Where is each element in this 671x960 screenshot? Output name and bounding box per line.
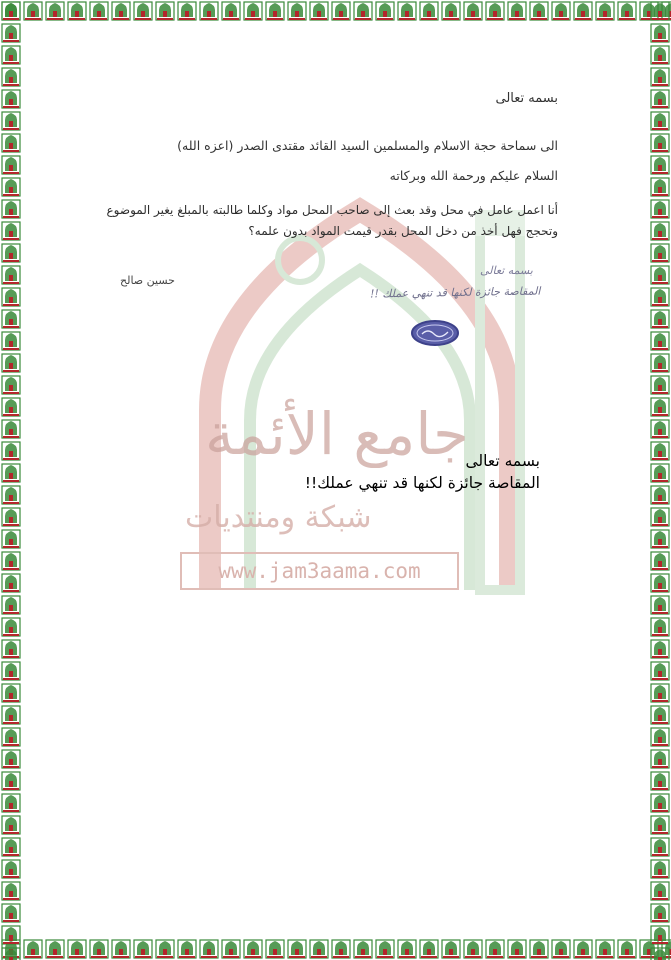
border-ornament-icon: [649, 396, 671, 418]
border-ornament-icon: [352, 938, 374, 960]
decorative-border-top: [0, 0, 671, 22]
border-ornament-icon: [22, 938, 44, 960]
border-ornament-icon: [0, 264, 22, 286]
border-ornament-icon: [198, 0, 220, 22]
border-ornament-icon: [649, 770, 671, 792]
border-ornament-icon: [286, 0, 308, 22]
border-ornament-icon: [649, 22, 671, 44]
border-ornament-icon: [649, 550, 671, 572]
border-ornament-icon: [649, 660, 671, 682]
border-ornament-icon: [88, 938, 110, 960]
border-ornament-icon: [88, 0, 110, 22]
watermark-url: www.jam3aama.com: [180, 552, 459, 590]
border-ornament-icon: [649, 924, 671, 946]
decorative-border-left: [0, 0, 22, 960]
handwritten-reply: المقاصة جائزة لكنها قد تنهي عملك !!: [369, 284, 541, 301]
border-ornament-icon: [649, 638, 671, 660]
border-ornament-icon: [649, 418, 671, 440]
border-ornament-icon: [0, 792, 22, 814]
border-ornament-icon: [649, 0, 671, 22]
border-ornament-icon: [462, 938, 484, 960]
border-ornament-icon: [0, 726, 22, 748]
answer-text: المقاصة جائزة لكنها قد تنهي عملك!!: [304, 474, 540, 492]
border-ornament-icon: [0, 506, 22, 528]
border-ornament-icon: [649, 528, 671, 550]
border-ornament-icon: [418, 938, 440, 960]
watermark-subtitle: شبكة ومنتديات: [185, 500, 372, 535]
border-ornament-icon: [0, 440, 22, 462]
border-ornament-icon: [0, 924, 22, 946]
official-seal-icon: [410, 318, 460, 348]
border-ornament-icon: [110, 938, 132, 960]
border-ornament-icon: [0, 836, 22, 858]
border-ornament-icon: [176, 0, 198, 22]
letter-basmala: بسمه تعالى: [495, 91, 558, 106]
border-ornament-icon: [0, 902, 22, 924]
border-ornament-icon: [198, 938, 220, 960]
border-ornament-icon: [0, 748, 22, 770]
border-ornament-icon: [0, 132, 22, 154]
border-ornament-icon: [484, 0, 506, 22]
border-ornament-icon: [0, 682, 22, 704]
border-ornament-icon: [649, 462, 671, 484]
border-ornament-icon: [374, 938, 396, 960]
border-ornament-icon: [594, 0, 616, 22]
border-ornament-icon: [649, 792, 671, 814]
border-ornament-icon: [154, 0, 176, 22]
border-ornament-icon: [220, 0, 242, 22]
border-ornament-icon: [0, 704, 22, 726]
border-ornament-icon: [649, 506, 671, 528]
border-ornament-icon: [308, 0, 330, 22]
border-ornament-icon: [0, 594, 22, 616]
border-ornament-icon: [649, 66, 671, 88]
border-ornament-icon: [649, 176, 671, 198]
border-ornament-icon: [616, 938, 638, 960]
border-ornament-icon: [649, 440, 671, 462]
border-ornament-icon: [649, 682, 671, 704]
border-ornament-icon: [242, 0, 264, 22]
border-ornament-icon: [0, 858, 22, 880]
border-ornament-icon: [0, 330, 22, 352]
border-ornament-icon: [506, 938, 528, 960]
letter-body: أنا اعمل عامل في محل وقد بعث إلى صاحب المحل مواد وكلما طالبته بالمبلغ يغير الموضوع وتحجج فهل أخذ من دخل المحل بقدر قيمت المواد بدون علمه؟: [106, 203, 558, 238]
border-ornament-icon: [66, 0, 88, 22]
answer-basmala: بسمه تعالى: [465, 452, 540, 470]
border-ornament-icon: [0, 0, 22, 22]
border-ornament-icon: [330, 0, 352, 22]
border-ornament-icon: [0, 374, 22, 396]
border-ornament-icon: [0, 286, 22, 308]
border-ornament-icon: [0, 418, 22, 440]
letter-address: الى سماحة حجة الاسلام والمسلمين السيد القائد مقتدى الصدر (اعزه الله): [177, 138, 558, 153]
border-ornament-icon: [649, 220, 671, 242]
border-ornament-icon: [440, 938, 462, 960]
border-ornament-icon: [352, 0, 374, 22]
border-ornament-icon: [330, 938, 352, 960]
border-ornament-icon: [0, 308, 22, 330]
border-ornament-icon: [572, 938, 594, 960]
border-ornament-icon: [0, 66, 22, 88]
border-ornament-icon: [396, 0, 418, 22]
border-ornament-icon: [649, 814, 671, 836]
border-ornament-icon: [418, 0, 440, 22]
border-ornament-icon: [0, 44, 22, 66]
border-ornament-icon: [264, 938, 286, 960]
letter-greeting: السلام عليكم ورحمة الله وبركاته: [389, 168, 558, 183]
border-ornament-icon: [132, 0, 154, 22]
border-ornament-icon: [616, 0, 638, 22]
border-ornament-icon: [0, 814, 22, 836]
border-ornament-icon: [0, 352, 22, 374]
border-ornament-icon: [154, 938, 176, 960]
border-ornament-icon: [22, 0, 44, 22]
border-ornament-icon: [0, 528, 22, 550]
border-ornament-icon: [0, 638, 22, 660]
border-ornament-icon: [220, 938, 242, 960]
border-ornament-icon: [649, 308, 671, 330]
border-ornament-icon: [506, 0, 528, 22]
letter-signature: حسين صالح: [120, 274, 175, 287]
border-ornament-icon: [0, 198, 22, 220]
border-ornament-icon: [132, 938, 154, 960]
border-ornament-icon: [649, 836, 671, 858]
border-ornament-icon: [44, 0, 66, 22]
border-ornament-icon: [649, 154, 671, 176]
border-ornament-icon: [649, 572, 671, 594]
border-ornament-icon: [0, 770, 22, 792]
border-ornament-icon: [0, 946, 22, 960]
border-ornament-icon: [0, 396, 22, 418]
border-ornament-icon: [0, 88, 22, 110]
border-ornament-icon: [594, 938, 616, 960]
border-ornament-icon: [0, 220, 22, 242]
border-ornament-icon: [286, 938, 308, 960]
border-ornament-icon: [440, 0, 462, 22]
border-ornament-icon: [308, 938, 330, 960]
border-ornament-icon: [0, 484, 22, 506]
border-ornament-icon: [649, 946, 671, 960]
decorative-border-right: [649, 0, 671, 960]
border-ornament-icon: [0, 660, 22, 682]
border-ornament-icon: [0, 572, 22, 594]
border-ornament-icon: [649, 704, 671, 726]
border-ornament-icon: [462, 0, 484, 22]
border-ornament-icon: [550, 938, 572, 960]
border-ornament-icon: [484, 938, 506, 960]
border-ornament-icon: [649, 110, 671, 132]
border-ornament-icon: [0, 880, 22, 902]
border-ornament-icon: [528, 938, 550, 960]
border-ornament-icon: [649, 748, 671, 770]
border-ornament-icon: [396, 938, 418, 960]
border-ornament-icon: [649, 594, 671, 616]
border-ornament-icon: [0, 242, 22, 264]
border-ornament-icon: [649, 352, 671, 374]
border-ornament-icon: [649, 858, 671, 880]
border-ornament-icon: [649, 44, 671, 66]
border-ornament-icon: [550, 0, 572, 22]
border-ornament-icon: [649, 616, 671, 638]
border-ornament-icon: [528, 0, 550, 22]
border-ornament-icon: [0, 616, 22, 638]
border-ornament-icon: [649, 484, 671, 506]
border-ornament-icon: [110, 0, 132, 22]
border-ornament-icon: [66, 938, 88, 960]
border-ornament-icon: [264, 0, 286, 22]
border-ornament-icon: [649, 88, 671, 110]
border-ornament-icon: [0, 176, 22, 198]
border-ornament-icon: [649, 198, 671, 220]
border-ornament-icon: [0, 154, 22, 176]
handwritten-basmala: بسمه تعالى: [480, 264, 533, 277]
border-ornament-icon: [0, 550, 22, 572]
border-ornament-icon: [649, 242, 671, 264]
border-ornament-icon: [649, 880, 671, 902]
border-ornament-icon: [572, 0, 594, 22]
border-ornament-icon: [0, 110, 22, 132]
border-ornament-icon: [242, 938, 264, 960]
border-ornament-icon: [44, 938, 66, 960]
border-ornament-icon: [649, 902, 671, 924]
border-ornament-icon: [374, 0, 396, 22]
border-ornament-icon: [649, 286, 671, 308]
border-ornament-icon: [0, 462, 22, 484]
border-ornament-icon: [649, 264, 671, 286]
border-ornament-icon: [649, 330, 671, 352]
border-ornament-icon: [649, 374, 671, 396]
border-ornament-icon: [0, 22, 22, 44]
border-ornament-icon: [649, 726, 671, 748]
watermark-title: جامع الأئمة: [205, 400, 469, 468]
decorative-border-bottom: [0, 938, 671, 960]
border-ornament-icon: [176, 938, 198, 960]
border-ornament-icon: [649, 132, 671, 154]
